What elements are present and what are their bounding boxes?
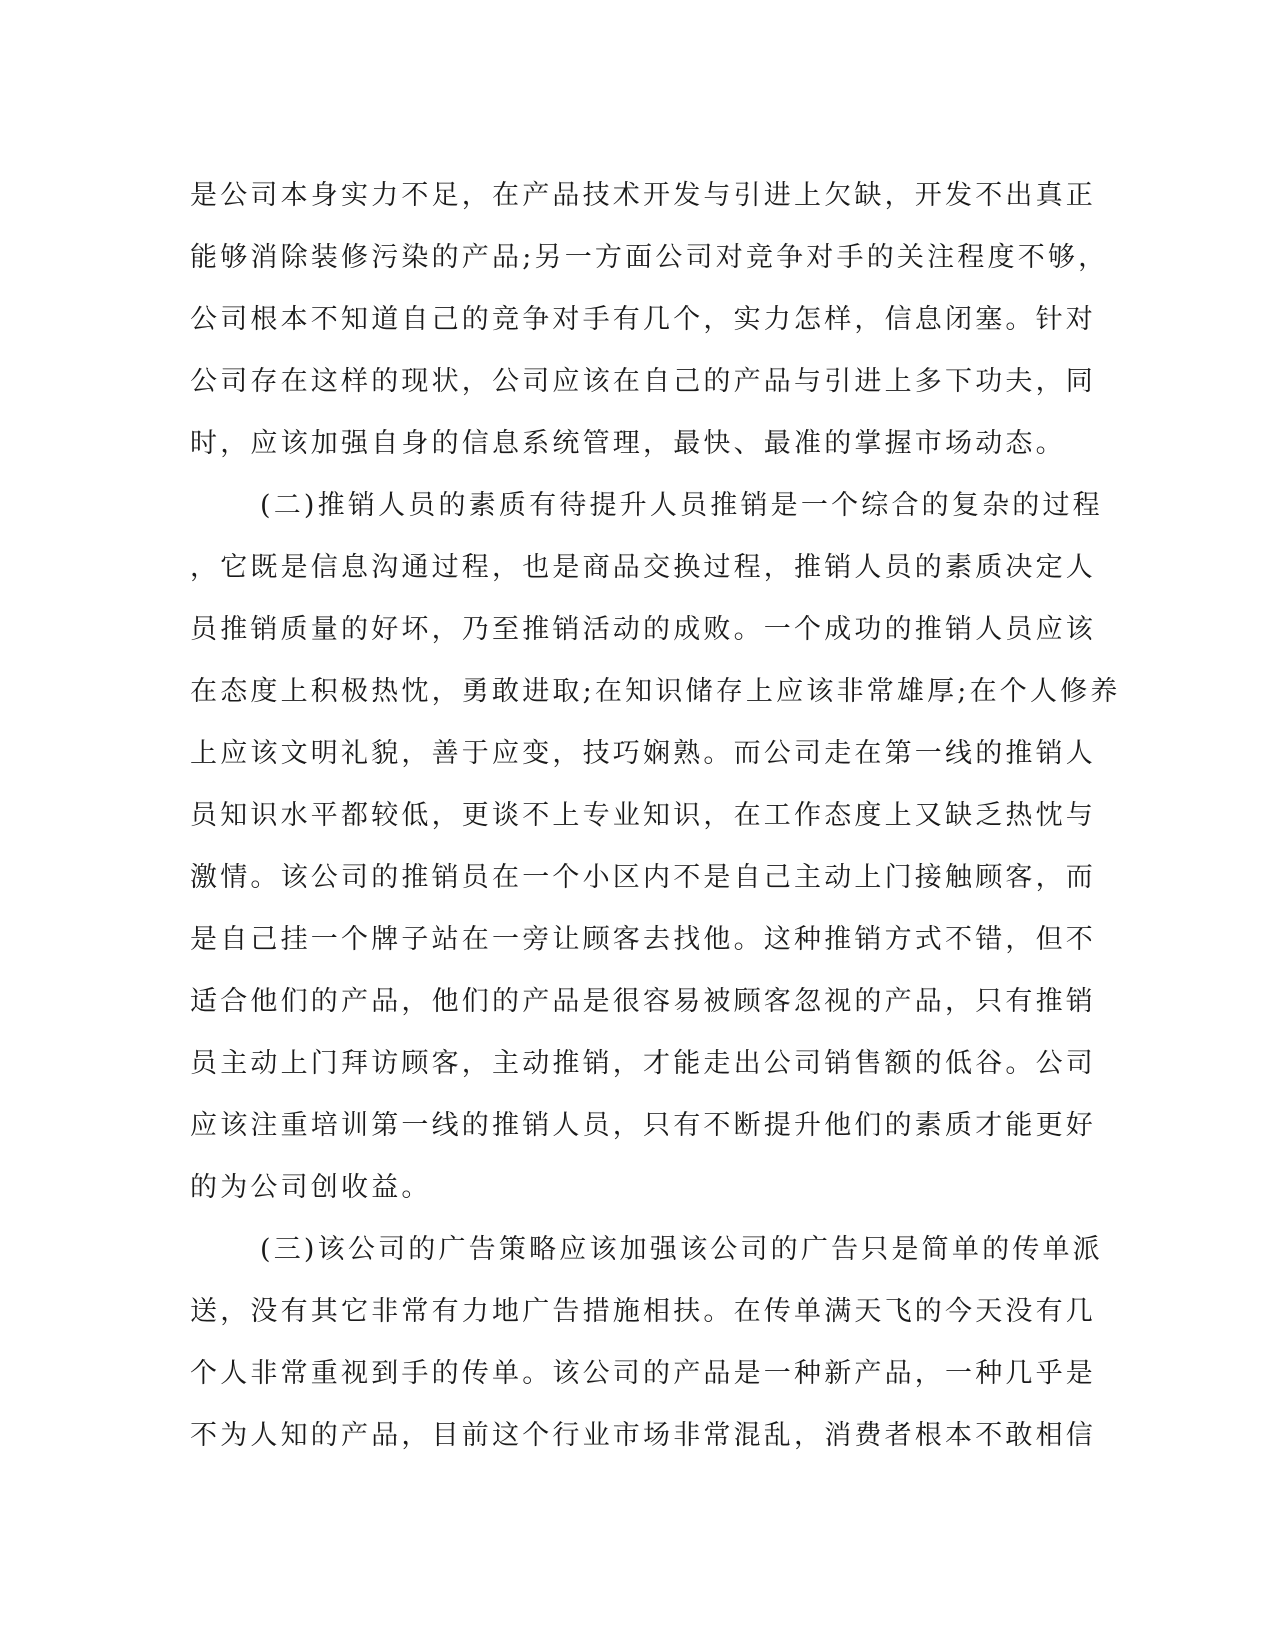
text-line: 激情。该公司的推销员在一个小区内不是自己主动上门接触顾客，而: [190, 862, 1096, 893]
text-line: 不为人知的产品，目前这个行业市场非常混乱，消费者根本不敢相信: [190, 1420, 1096, 1451]
text-line: 应该注重培训第一线的推销人员，只有不断提升他们的素质才能更好: [190, 1110, 1096, 1141]
text-line: ，它既是信息沟通过程，也是商品交换过程，推销人员的素质决定人: [190, 552, 1096, 583]
section-heading-line: (二)推销人员的素质有待提升人员推销是一个综合的复杂的过程: [260, 490, 1103, 521]
text-line: 能够消除装修污染的产品;另一方面公司对竞争对手的关注程度不够，: [190, 242, 1109, 273]
text-line: 个人非常重视到手的传单。该公司的产品是一种新产品，一种几乎是: [190, 1358, 1096, 1389]
text-line: 适合他们的产品，他们的产品是很容易被顾客忽视的产品，只有推销: [190, 986, 1096, 1017]
text-line: 员知识水平都较低，更谈不上专业知识，在工作态度上又缺乏热忱与: [190, 800, 1096, 831]
text-line: 送，没有其它非常有力地广告措施相扶。在传单满天飞的今天没有几: [190, 1296, 1096, 1327]
text-line: 员主动上门拜访顾客，主动推销，才能走出公司销售额的低谷。公司: [190, 1048, 1096, 1079]
text-line: 上应该文明礼貌，善于应变，技巧娴熟。而公司走在第一线的推销人: [190, 738, 1096, 769]
text-line: 公司存在这样的现状，公司应该在自己的产品与引进上多下功夫，同: [190, 366, 1096, 397]
text-line: 员推销质量的好坏，乃至推销活动的成败。一个成功的推销人员应该: [190, 614, 1096, 645]
text-line: 的为公司创收益。: [190, 1172, 432, 1203]
document-body: [190, 165, 1121, 1467]
text-line: 是公司本身实力不足，在产品技术开发与引进上欠缺，开发不出真正: [190, 180, 1096, 211]
section-heading-line: (三)该公司的广告策略应该加强该公司的广告只是简单的传单派: [260, 1234, 1103, 1265]
text-line: 时，应该加强自身的信息系统管理，最快、最准的掌握市场动态。: [190, 428, 1066, 459]
text-line: 是自己挂一个牌子站在一旁让顾客去找他。这种推销方式不错，但不: [190, 924, 1096, 955]
text-line: 在态度上积极热忱，勇敢进取;在知识储存上应该非常雄厚;在个人修养: [190, 676, 1121, 707]
text-line: 公司根本不知道自己的竞争对手有几个，实力怎样，信息闭塞。针对: [190, 304, 1096, 335]
